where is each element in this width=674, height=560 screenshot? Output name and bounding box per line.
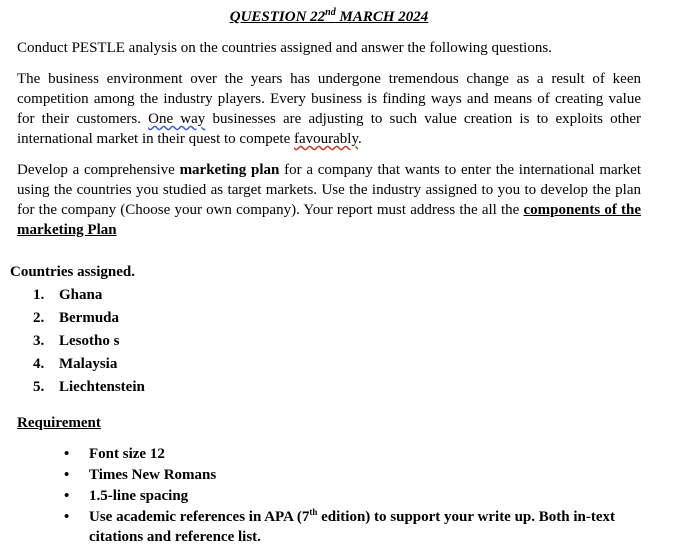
apa-ordinal-suffix: th (309, 507, 318, 517)
country-name: Ghana (59, 287, 103, 303)
requirement-item (0, 486, 674, 506)
develop-text-before: Develop a comprehensive (17, 162, 180, 178)
page-title (0, 7, 658, 27)
country-name: Liechtenstein (59, 379, 145, 395)
bullet-icon: • (64, 488, 70, 504)
develop-text-middle: for a company that wants to enter the international market using the countries you studied as target markets. Use the industry assigned to you to develop the plan for the company (Choose your own company). Your report must address the all the (17, 162, 641, 218)
country-name: Bermuda (59, 310, 119, 326)
apa-text-after: edition) to support your write up. Both in-text citations and reference list. (89, 509, 616, 545)
requirements-list (0, 444, 674, 548)
country-number: 1. (33, 287, 45, 303)
requirement-item (0, 444, 674, 464)
environment-text-after: . (358, 131, 362, 147)
title-prefix: QUESTION 22 (229, 9, 326, 25)
bullet-icon: • (64, 509, 70, 525)
marketing-plan-emphasis: marketing plan (179, 162, 280, 178)
country-number: 2. (33, 310, 45, 326)
requirement-text: Font size 12 (89, 446, 165, 462)
environment-paragraph (17, 69, 641, 149)
country-name: Lesotho s (59, 333, 120, 349)
country-number: 5. (33, 379, 45, 395)
requirement-item-apa (0, 507, 674, 547)
requirement-item (0, 465, 674, 485)
title-ordinal-suffix: nd (325, 7, 336, 18)
title-rest: MARCH 2024 (335, 9, 429, 25)
countries-heading: Countries assigned. (10, 264, 136, 280)
apa-text-before: Use academic references in APA (7 (89, 509, 310, 525)
bullet-icon: • (64, 446, 70, 462)
country-number: 4. (33, 356, 45, 372)
requirement-text: Times New Romans (89, 467, 217, 483)
intro-paragraph: Conduct PESTLE analysis on the countries assigned and answer the following questions. (17, 40, 552, 56)
spelling-flag-favourably[interactable]: favourably (294, 131, 358, 147)
grammar-flag-one-way[interactable]: One way (148, 111, 206, 127)
requirement-text: 1.5-line spacing (89, 488, 189, 504)
bullet-icon: • (64, 467, 70, 483)
requirement-text (89, 507, 639, 547)
country-name: Malaysia (59, 356, 118, 372)
develop-paragraph (17, 160, 641, 240)
marketing-plan-components-heading: components of the marketing Plan (17, 202, 641, 238)
requirement-heading: Requirement (17, 415, 101, 431)
environment-text-before: The business environment over the years has undergone tremendous change as a result of keen competition among the industry players. Every business is finding ways and means of creating value for their customers. (17, 71, 641, 127)
environment-text-middle: businesses are adjusting to such value creation is to exploits other international market in their quest to compete (17, 111, 641, 147)
country-number: 3. (33, 333, 45, 349)
